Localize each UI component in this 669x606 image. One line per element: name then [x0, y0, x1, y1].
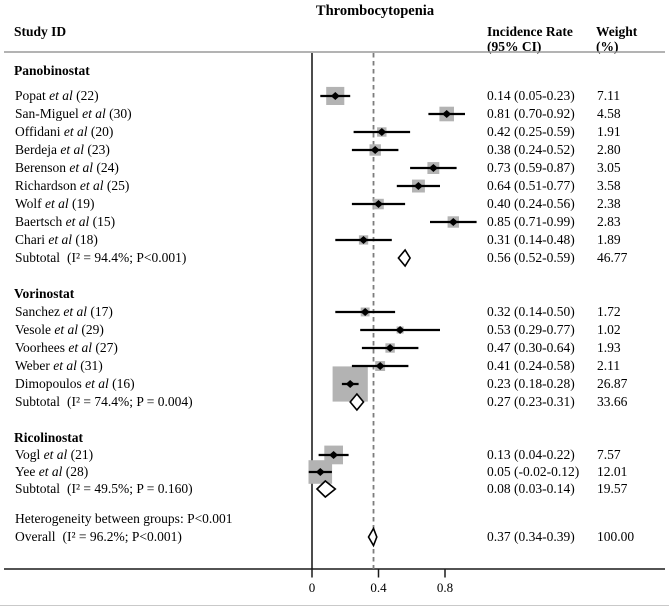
- weight-value: 7.57: [597, 447, 621, 462]
- study-label: Wolf et al (19): [15, 196, 95, 211]
- subtotal-diamond: [398, 250, 410, 266]
- study-label: Yee et al (28): [15, 464, 89, 479]
- rate-value: 0.05 (-0.02-0.12): [487, 464, 580, 479]
- weight-value: 1.02: [597, 322, 621, 337]
- weight-value: 2.11: [597, 358, 621, 373]
- study-id-column-header: Study ID: [14, 24, 67, 39]
- subtotal-label: Subtotal (I² = 49.5%; P = 0.160): [15, 481, 193, 496]
- rate-value: 0.14 (0.05-0.23): [487, 88, 575, 103]
- rate-value: 0.32 (0.14-0.50): [487, 304, 575, 319]
- rate-value: 0.38 (0.24-0.52): [487, 142, 575, 157]
- rate-value: 0.53 (0.29-0.77): [487, 322, 575, 337]
- rate-value: 0.42 (0.25-0.59): [487, 124, 575, 139]
- weight-value: 26.87: [597, 376, 628, 391]
- weight-value: 1.89: [597, 232, 621, 247]
- subtotal-label: Subtotal (I² = 94.4%; P<0.001): [15, 250, 187, 265]
- rate-value: 0.64 (0.51-0.77): [487, 178, 575, 193]
- group-header-label: Vorinostat: [14, 286, 75, 301]
- study-label: Berdeja et al (23): [15, 142, 110, 157]
- study-label: Voorhees et al (27): [15, 340, 118, 355]
- rate-value: 0.08 (0.03-0.14): [487, 481, 575, 496]
- weight-header-line1: Weight: [596, 24, 638, 39]
- group-header-label: Ricolinostat: [14, 430, 83, 445]
- rate-value: 0.31 (0.14-0.48): [487, 232, 575, 247]
- weight-value: 7.11: [597, 88, 621, 103]
- weight-header-line2: (%): [596, 39, 619, 54]
- group-header-label: Panobinostat: [14, 63, 90, 78]
- study-label: Vesole et al (29): [15, 322, 104, 337]
- weight-value: 1.91: [597, 124, 621, 139]
- subtotal-label: Subtotal (I² = 74.4%; P = 0.004): [15, 394, 193, 409]
- study-label: Baertsch et al (15): [15, 214, 116, 229]
- study-label: Berenson et al (24): [15, 160, 119, 175]
- x-tick-label: 0.8: [436, 580, 454, 595]
- weight-value: 33.66: [597, 394, 628, 409]
- x-tick-label: 0.4: [370, 580, 387, 595]
- weight-value: 19.57: [597, 481, 628, 496]
- incidence-rate-header-line1: Incidence Rate: [487, 24, 573, 39]
- rate-value: 0.37 (0.34-0.39): [487, 529, 575, 544]
- study-label: Dimopoulos et al (16): [15, 376, 135, 391]
- rate-value: 0.47 (0.30-0.64): [487, 340, 575, 355]
- heterogeneity-note: Heterogeneity between groups: P<0.001: [15, 511, 233, 526]
- incidence-rate-header-line2: (95% CI): [487, 39, 542, 54]
- weight-value: 4.58: [597, 106, 621, 121]
- weight-value: 2.83: [597, 214, 621, 229]
- weight-value: 12.01: [597, 464, 628, 479]
- weight-value: 3.58: [597, 178, 621, 193]
- study-label: Weber et al (31): [15, 358, 103, 373]
- study-label: Vogl et al (21): [15, 447, 94, 462]
- rate-value: 0.81 (0.70-0.92): [487, 106, 575, 121]
- weight-value: 1.93: [597, 340, 621, 355]
- study-label: Sanchez et al (17): [15, 304, 113, 319]
- study-label: Offidani et al (20): [15, 124, 114, 139]
- rate-value: 0.85 (0.71-0.99): [487, 214, 575, 229]
- study-label: Richardson et al (25): [15, 178, 130, 193]
- weight-value: 46.77: [597, 250, 628, 265]
- rate-value: 0.13 (0.04-0.22): [487, 447, 575, 462]
- weight-value: 100.00: [597, 529, 635, 544]
- rate-value: 0.41 (0.24-0.58): [487, 358, 575, 373]
- weight-value: 3.05: [597, 160, 621, 175]
- overall-label: Overall (I² = 96.2%; P<0.001): [15, 529, 182, 544]
- rate-value: 0.27 (0.23-0.31): [487, 394, 575, 409]
- study-label: Chari et al (18): [15, 232, 98, 247]
- overall-diamond: [369, 529, 377, 546]
- rate-value: 0.40 (0.24-0.56): [487, 196, 575, 211]
- study-label: San-Miguel et al (30): [15, 106, 132, 121]
- study-label: Popat et al (22): [15, 88, 99, 103]
- rate-value: 0.23 (0.18-0.28): [487, 376, 575, 391]
- rate-value: 0.73 (0.59-0.87): [487, 160, 575, 175]
- rate-value: 0.56 (0.52-0.59): [487, 250, 575, 265]
- chart-title: Thrombocytopenia: [315, 3, 435, 19]
- weight-value: 2.38: [597, 196, 621, 211]
- x-tick-label: 0: [308, 580, 316, 595]
- weight-value: 2.80: [597, 142, 621, 157]
- weight-value: 1.72: [597, 304, 621, 319]
